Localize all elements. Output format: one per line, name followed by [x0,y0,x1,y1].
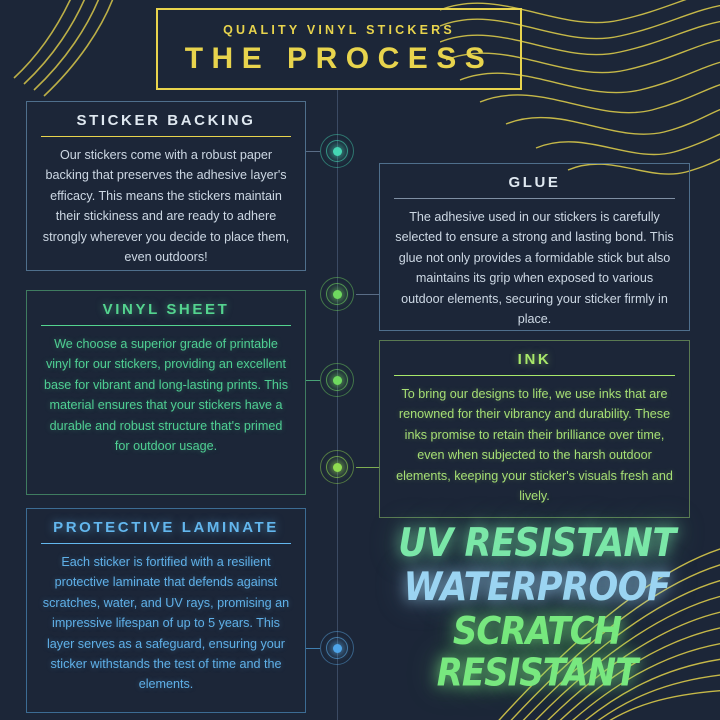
header-subtitle: QUALITY VINYL STICKERS [223,22,455,37]
feature-waterproof: WATERPROOF [403,565,671,611]
feature-uv-resistant: UV RESISTANT [398,521,676,567]
card-body-sticker-backing: Our stickers come with a robust paper backing that preserves the adhesive layer's efficacy. This means the stickers maintain their stickiness and are ready to adhere strongly wherever you decide to place them, even outdoors! [42,148,290,264]
card-body-vinyl-sheet: We choose a superior grade of printable vinyl for our stickers, providing an excellent base for vibrant and long-lasting prints. This material ensures that your stickers have a durable and robust structure that's primed for outdoor usage. [43,337,289,453]
feature-scratch-resistant: SCRATCH RESISTANT [436,608,638,695]
timeline-spine [337,90,338,720]
node-dot [333,463,342,472]
node-ink[interactable] [317,447,357,487]
node-glue[interactable] [317,274,357,314]
card-glue [379,163,690,331]
node-dot [333,147,342,156]
card-vinyl-sheet [26,290,306,495]
node-dot [333,376,342,385]
connector-ink [356,467,380,468]
node-sticker-backing[interactable] [317,131,357,171]
decorative-lines-top-left [0,0,164,116]
card-title-protective-laminate: PROTECTIVE LAMINATE [41,519,291,544]
connector-glue [356,294,380,295]
page-title: THE PROCESS [184,41,494,75]
node-protective-laminate[interactable] [317,628,357,668]
card-body-glue: The adhesive used in our stickers is carefully selected to ensure a strong and lasting bond. This glue not only provides a formidable stick but also maintains its grip when exposed to various outdoor elements, securing your sticker firmly in place. [395,210,674,326]
card-title-ink: INK [394,351,675,376]
card-body-protective-laminate: Each sticker is fortified with a resilient protective laminate that defends against scratches, water, and UV rays, promising an impressive lifespan of up to 5 years. This layer serves as a safeguard, ensuring your sticker withstands the test of time and the elements. [42,555,290,692]
header-box [156,8,522,90]
card-title-glue: GLUE [394,174,675,199]
feature-list [372,521,702,695]
node-dot [333,644,342,653]
card-ink [379,340,690,518]
node-dot [333,290,342,299]
node-vinyl-sheet[interactable] [317,360,357,400]
card-sticker-backing [26,101,306,271]
card-title-sticker-backing: STICKER BACKING [41,112,291,137]
card-body-ink: To bring our designs to life, we use inks that are renowned for their vibrancy and durability. These inks promise to retain their brilliance over time, even when subjected to the harsh outdoor elements, keeping your sticker's visuals fresh and lively. [396,387,673,503]
card-protective-laminate [26,508,306,713]
card-title-vinyl-sheet: VINYL SHEET [41,301,291,326]
